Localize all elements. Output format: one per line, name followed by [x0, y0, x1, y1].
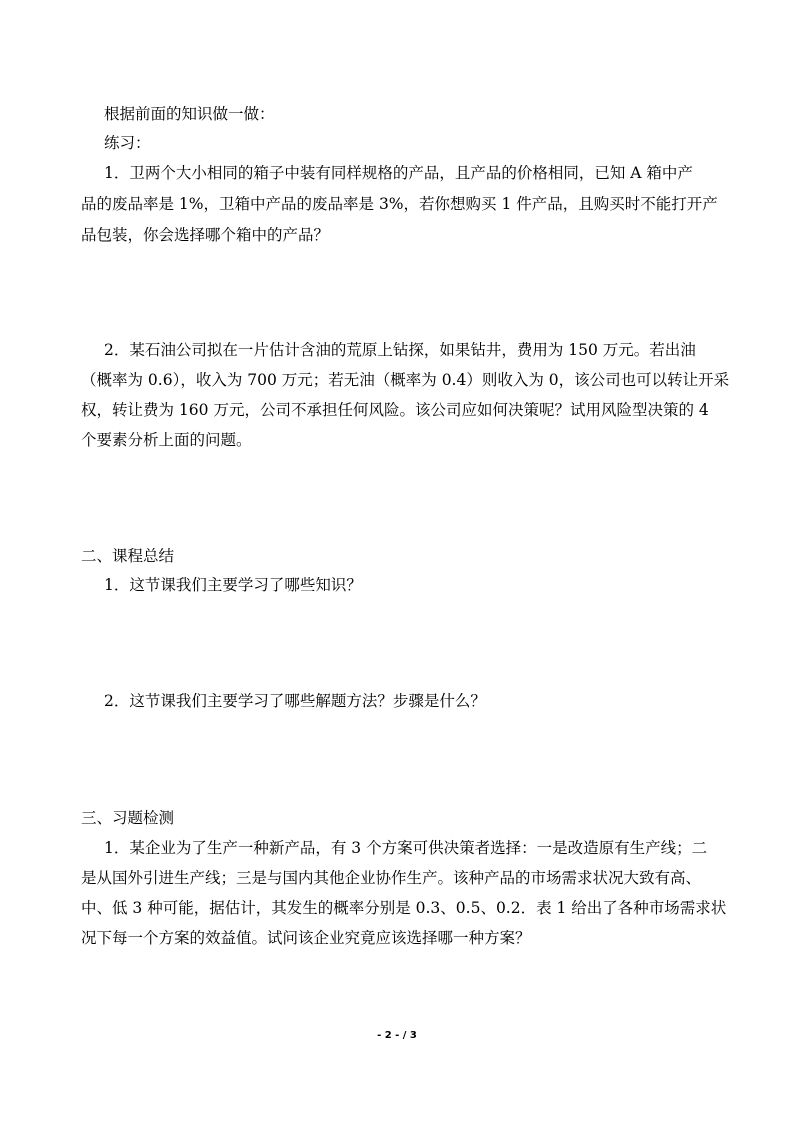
exercise-2-line-1: 2．某石油公司拟在一片估计含油的荒原上钻探，如果钻井，费用为 150 万元。若出油 [104, 341, 696, 359]
exercise-2-line-3: 权，转让费为 160 万元，公司不承担任何风险。该公司应如何决策呢？试用风险型决策的 4 [81, 401, 709, 419]
section-3-line-1: 1．某企业为了生产一种新产品，有 3 个方案可供决策者选择：一是改造原有生产线；二 [104, 839, 708, 857]
section-3-heading: 三、习题检测 [81, 809, 175, 827]
section-2-question-1: 1．这节课我们主要学习了哪些知识？ [104, 576, 362, 594]
intro-heading: 根据前面的知识做一做： [104, 105, 275, 123]
exercise-2-line-2: （概率为 0.6），收入为 700 万元；若无油（概率为 0.4）则收入为 0，该公司也可以转让开采 [81, 371, 730, 389]
exercise-1-line-3: 品包装，你会选择哪个箱中的产品？ [81, 226, 330, 244]
exercise-1-line-1: 1．卫两个大小相同的箱子中装有同样规格的产品，且产品的价格相同，已知 A 箱中产 [104, 164, 693, 182]
exercise-1-line-2: 品的废品率是 1%，卫箱中产品的废品率是 3%，若你想购买 1 件产品，且购买时不能打开产 [81, 195, 718, 213]
section-3-line-3: 中、低 3 种可能，据估计，其发生的概率分别是 0.3、0.5、0.2．表 1 给出了各种市场需求状 [81, 899, 727, 917]
section-2-question-2: 2．这节课我们主要学习了哪些解题方法？步骤是什么？ [104, 692, 486, 710]
exercise-label: 练习： [104, 134, 151, 152]
exercise-2-line-4: 个要素分析上面的问题。 [81, 431, 252, 449]
section-3-line-4: 况下每一个方案的效益值。试问该企业究竟应该选择哪一种方案？ [81, 929, 531, 947]
page-number: - 2 - / 3 [377, 1030, 417, 1041]
section-2-heading: 二、课程总结 [81, 547, 175, 565]
section-3-line-2: 是从国外引进生产线；三是与国内其他企业协作生产。该种产品的市场需求状况大致有高、 [81, 869, 702, 887]
